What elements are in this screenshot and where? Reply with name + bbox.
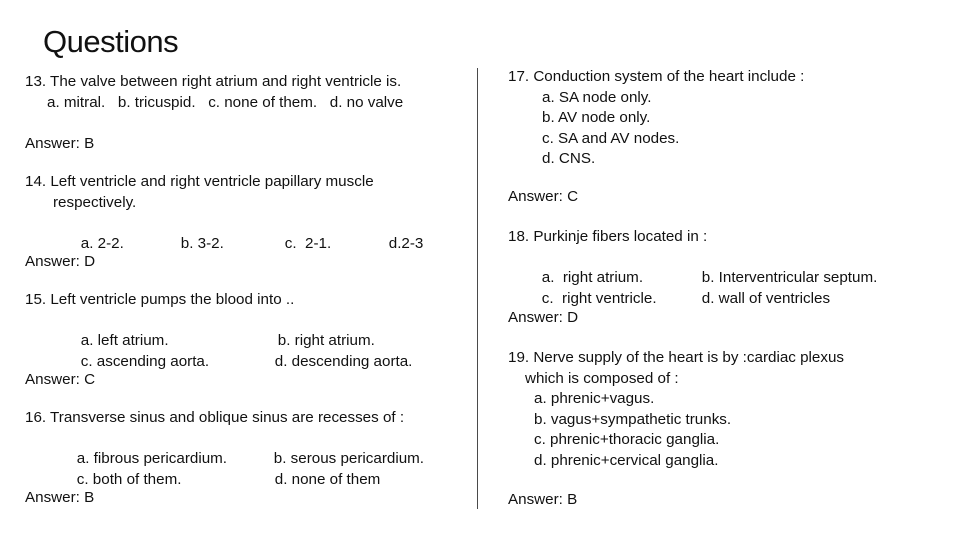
question-17-text: 17. Conduction system of the heart include : [508, 68, 805, 85]
question-13-text: 13. The valve between right atrium and right ventricle is. [25, 73, 402, 90]
question-19-option-b: b. vagus+sympathetic trunks. [534, 410, 732, 428]
answer-17: Answer: C [508, 188, 579, 205]
question-19-option-c: c. phrenic+thoracic ganglia. [534, 431, 720, 448]
right-column [508, 67, 938, 511]
question-18-option-d: d. wall of ventricles [701, 289, 831, 307]
question-17-option-b: b. AV node only. [542, 109, 651, 126]
question-19-text-cont: which is composed of : [525, 369, 679, 387]
question-19-option-d: d. phrenic+cervical ganglia. [534, 451, 719, 469]
question-16-option-a: a. fibrous pericardium. [76, 450, 228, 467]
question-15 [25, 290, 465, 370]
question-18-option-c: c. right ventricle. [541, 289, 657, 307]
answer-14: Answer: D [25, 253, 96, 270]
question-17-option-d: d. CNS. [542, 150, 596, 167]
question-17 [508, 67, 938, 187]
question-15-option-d: d. descending aorta. [274, 352, 413, 370]
answer-18: Answer: D [508, 309, 579, 326]
question-19-text: 19. Nerve supply of the heart is by :cardiac plexus [508, 349, 844, 366]
question-18 [508, 227, 938, 308]
question-16-text: 16. Transverse sinus and oblique sinus are recesses of : [25, 409, 405, 426]
question-13-options: a. mitral. b. tricuspid. c. none of them. d. no valve [47, 93, 404, 111]
question-19 [508, 348, 938, 490]
question-14-option-c: c. 2-1. [284, 234, 332, 252]
answer-19: Answer: B [508, 491, 578, 508]
answer-15: Answer: C [25, 371, 96, 388]
question-16-option-b: b. serous pericardium. [273, 450, 425, 467]
slide-title: Questions [43, 24, 179, 59]
question-18-text: 18. Purkinje fibers located in : [508, 228, 708, 245]
question-15-option-a: a. left atrium. [80, 332, 169, 349]
question-19-option-a: a. phrenic+vagus. [534, 390, 655, 407]
question-15-option-c: c. ascending aorta. [80, 352, 210, 370]
question-15-text: 15. Left ventricle pumps the blood into .. [25, 291, 295, 308]
question-13 [25, 72, 465, 134]
question-14-text-cont: respectively. [53, 193, 137, 211]
question-14-option-b: b. 3-2. [180, 234, 224, 252]
question-16-option-c: c. both of them. [76, 470, 182, 488]
question-16 [25, 408, 465, 488]
column-divider [477, 68, 478, 509]
question-14-text: 14. Left ventricle and right ventricle papillary muscle [25, 173, 374, 190]
left-column [25, 72, 465, 509]
question-18-option-b: b. Interventricular septum. [701, 269, 878, 286]
question-18-option-a: a. right atrium. [541, 269, 644, 286]
question-14 [25, 172, 465, 252]
answer-13: Answer: B [25, 135, 95, 152]
question-17-option-a: a. SA node only. [542, 88, 652, 106]
question-16-option-d: d. none of them [274, 470, 381, 488]
answer-16: Answer: B [25, 489, 95, 506]
question-17-option-c: c. SA and AV nodes. [542, 129, 680, 147]
question-15-option-b: b. right atrium. [277, 332, 375, 349]
question-14-option-a: a. 2-2. [80, 234, 124, 252]
question-14-option-d: d.2-3 [388, 234, 424, 252]
